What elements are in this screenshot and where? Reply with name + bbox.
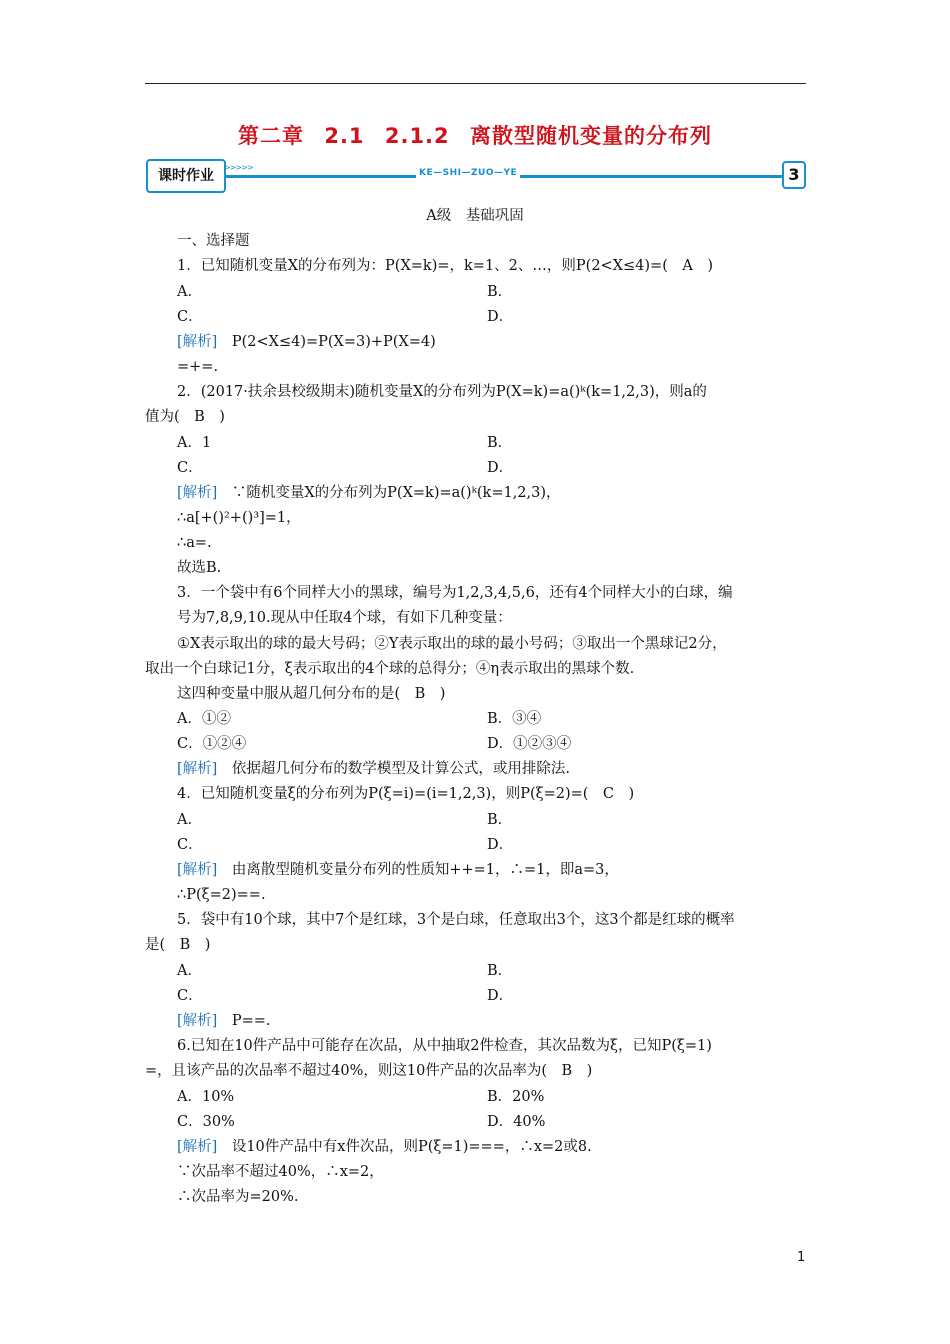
q6-stem: 6.已知在10件产品中可能存在次品，从中抽取2件检查，其次品数为ξ，已知P(ξ=1) (177, 1038, 712, 1054)
q1-analysis-text: P(2<X≤4)=P(X=3)+P(X=4) (231, 334, 436, 350)
q3-option-a: A．①② (177, 711, 231, 727)
q2-stem: 2．(2017·扶余县校级期末)随机变量X的分布列为P(X=k)=a()ᵏ(k=1,2,3)，则a的 (177, 384, 707, 400)
q6-option-c: C．30% (177, 1114, 235, 1130)
q2-option-a: A．1 (177, 435, 212, 451)
page-number: 1 (797, 1250, 806, 1265)
q6-analysis-text: 设10件产品中有x件次品，则P(ξ=1)===，∴x=2或8. (231, 1139, 592, 1155)
q1-option-a: A． (177, 284, 202, 300)
top-rule (145, 83, 806, 84)
q2-analysis-text: ∵随机变量X的分布列为P(X=k)=a()ᵏ(k=1,2,3)， (231, 485, 561, 501)
q2-analysis (177, 483, 561, 503)
q2-option-b: B． (487, 435, 513, 451)
q4-option-b: B． (487, 812, 513, 828)
q3-analysis (177, 759, 570, 779)
q5-analysis (177, 1011, 271, 1031)
q1-option-c: C． (177, 309, 203, 325)
q5-option-b: B． (487, 963, 513, 979)
q2-analysis-3: ∴a=. (177, 535, 212, 551)
q3-option-b: B．③④ (487, 711, 542, 727)
q6-analysis-2: ∵次品率不超过40%，∴x=2， (177, 1164, 384, 1180)
q2-analysis-4: 故选B. (177, 560, 222, 576)
q1-option-b: B． (487, 284, 513, 300)
title-chapter: 第二章 (238, 124, 305, 148)
q3-stem-2: 号为7,8,9,10.现从中任取4个球，有如下几种变量： (177, 610, 512, 626)
q4-stem: 4．已知随机变量ξ的分布列为P(ξ=i)=(i=1,2,3)，则P(ξ=2)=( C ) (177, 786, 635, 802)
q4-option-c: C． (177, 837, 203, 853)
analysis-label: [解析] (177, 334, 218, 350)
q6-analysis-3: ∴次品率为=20%. (177, 1189, 299, 1205)
q6-option-d: D．40% (487, 1114, 546, 1130)
q2-analysis-2: ∴a[+()²+()³]=1， (177, 510, 301, 526)
q3-option-c: C．①②④ (177, 736, 247, 752)
banner-label: 课时作业 (146, 159, 226, 193)
q5-analysis-text: P==. (231, 1013, 271, 1029)
q3-stem-4: 取出一个白球记1分，ξ表示取出的4个球的总得分；④η表示取出的黑球个数. (145, 661, 635, 677)
q5-option-d: D． (487, 988, 514, 1004)
analysis-label: [解析] (177, 761, 218, 777)
q6-analysis (177, 1137, 592, 1157)
title-topic: 离散型随机变量的分布列 (469, 124, 712, 148)
title-section: 2.1 (324, 124, 365, 148)
q2-option-d: D． (487, 460, 514, 476)
q1-analysis (177, 332, 436, 352)
q6-option-b: B．20% (487, 1089, 545, 1105)
title-subsection: 2.1.2 (384, 124, 450, 148)
q1-option-d: D． (487, 309, 514, 325)
q3-stem-3: ①X表示取出的球的最大号码；②Y表示取出的球的最小号码；③取出一个黑球记2分， (177, 636, 727, 652)
banner-pinyin: KE—SHI—ZUO—YE (416, 168, 520, 178)
q1-stem: 1．已知随机变量X的分布列为：P(X=k)=，k=1、2、…，则P(2<X≤4)=( A ) (177, 258, 713, 274)
q3-stem: 3．一个袋中有6个同样大小的黑球，编号为1,2,3,4,5,6，还有4个同样大小的白球，编 (177, 585, 733, 601)
part-heading: 一、选择题 (177, 233, 250, 249)
q6-option-a: A．10% (177, 1089, 235, 1105)
q4-option-d: D． (487, 837, 514, 853)
page-title (0, 120, 950, 150)
q5-stem: 5．袋中有10个球，其中7个是红球，3个是白球，任意取出3个，这3个都是红球的概率 (177, 912, 735, 928)
q1-analysis-2: =+=. (177, 359, 219, 375)
banner-number: 3 (782, 161, 806, 189)
q2-stem-2: 值为( B ) (145, 409, 225, 425)
q5-stem-2: 是( B ) (145, 937, 211, 953)
level-heading: A级 基础巩固 (426, 208, 524, 224)
q3-stem-5: 这四种变量中服从超几何分布的是( B ) (177, 686, 446, 702)
banner-arrows: >>>>> (224, 163, 253, 172)
homework-banner (146, 157, 806, 193)
q2-option-c: C． (177, 460, 203, 476)
analysis-label: [解析] (177, 1013, 218, 1029)
analysis-label: [解析] (177, 862, 218, 878)
q3-analysis-text: 依据超几何分布的数学模型及计算公式，或用排除法. (231, 761, 570, 777)
analysis-label: [解析] (177, 1139, 218, 1155)
q4-analysis-2: ∴P(ξ=2)==. (177, 887, 266, 903)
q5-option-a: A． (177, 963, 202, 979)
q5-option-c: C． (177, 988, 203, 1004)
q4-analysis (177, 860, 619, 880)
q6-stem-2: =，且该产品的次品率不超过40%，则这10件产品的次品率为( B ) (145, 1063, 593, 1079)
q4-analysis-text: 由离散型随机变量分布列的性质知++=1，∴=1，即a=3， (231, 862, 619, 878)
q3-option-d: D．①②③④ (487, 736, 572, 752)
analysis-label: [解析] (177, 485, 218, 501)
q4-option-a: A． (177, 812, 202, 828)
